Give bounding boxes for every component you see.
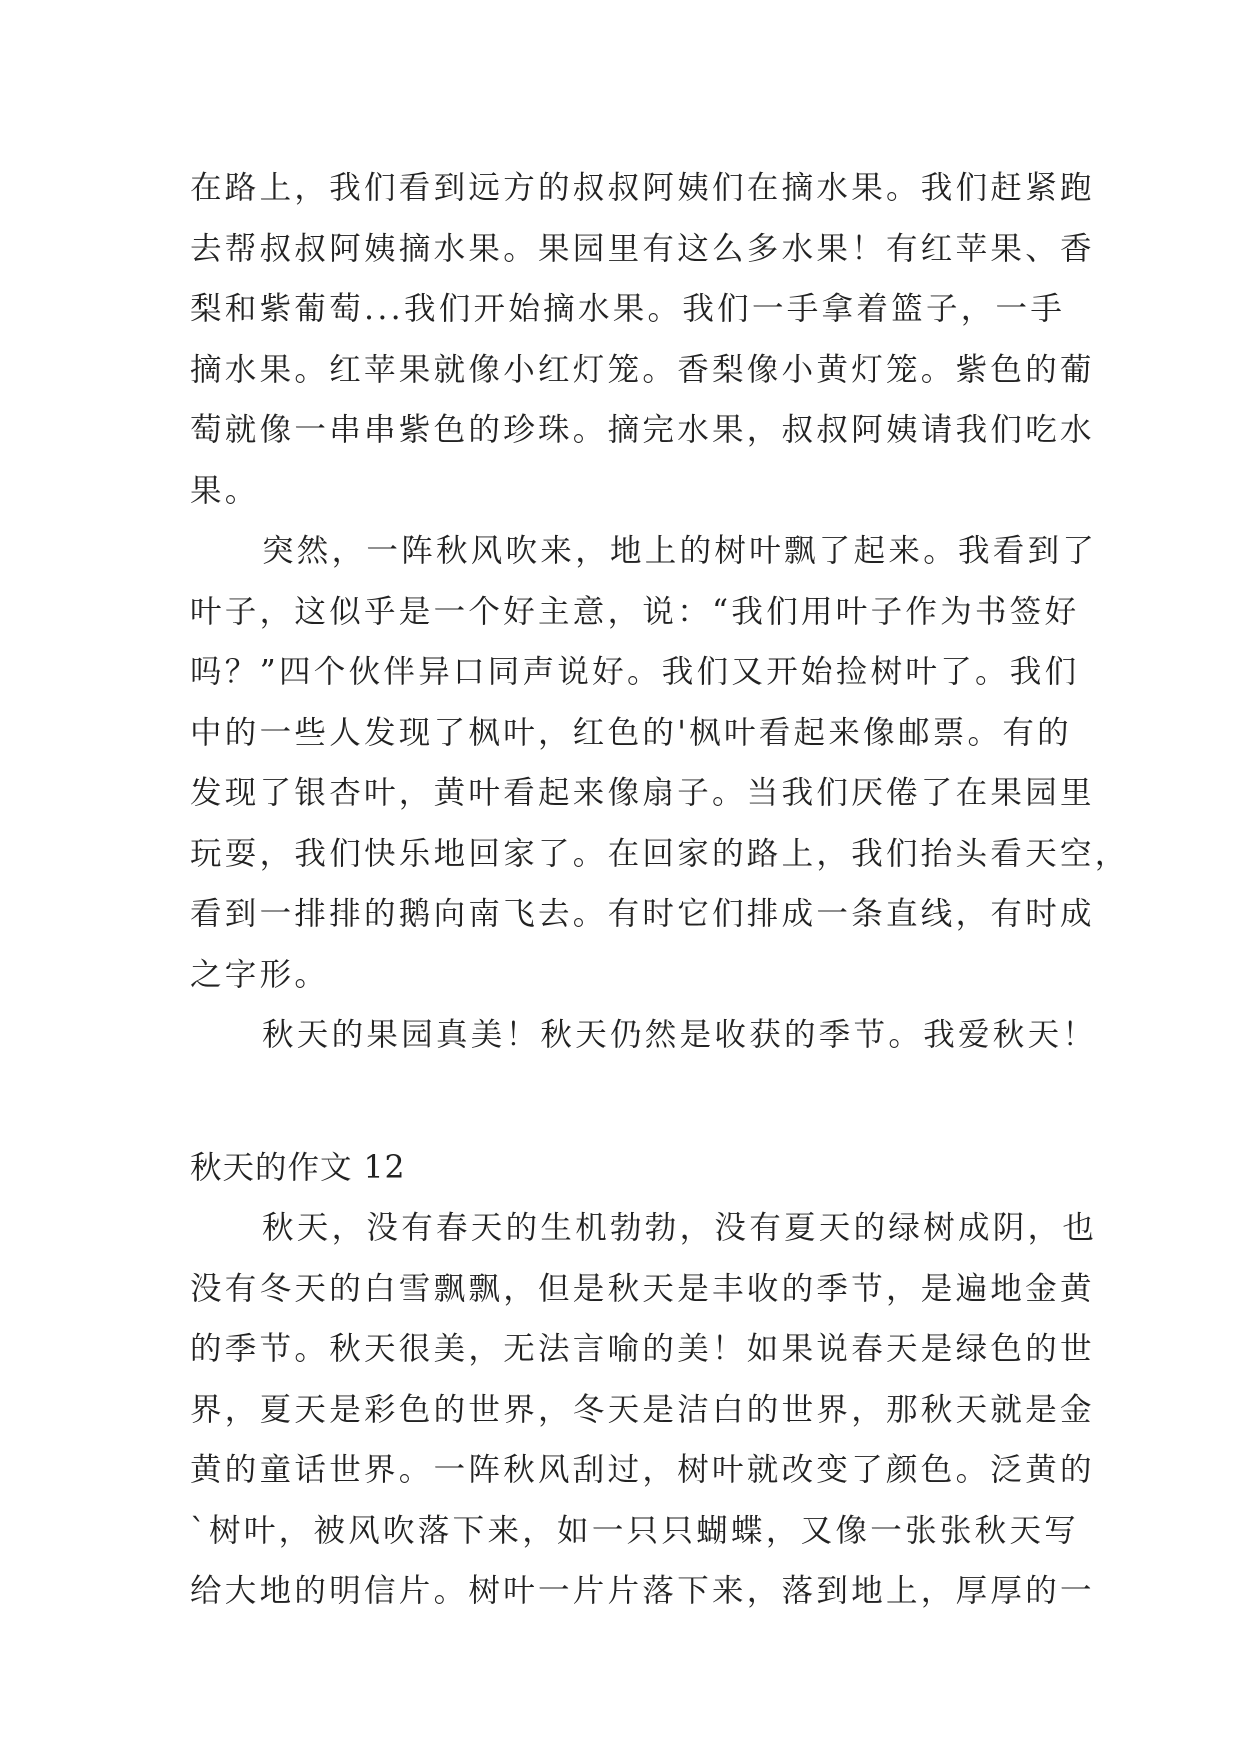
paragraph-conclusion <box>190 1005 1098 1066</box>
text-line: 发现了银杏叶，黄叶看起来像扇子。当我们厌倦了在果园里 <box>190 775 1095 811</box>
text-line: 去帮叔叔阿姨摘水果。果园里有这么多水果！有红苹果、香 <box>190 230 1095 267</box>
text-line: 玩耍，我们快乐地回家了。在回家的路上，我们抬头看天空， <box>190 835 1130 872</box>
text-line: 秋天，没有春天的生机勃勃，没有夏天的绿树成阴，也 <box>262 1210 1098 1246</box>
text-line: 中的一些人发现了枫叶，红色的'枫叶看起来像邮票。有的 <box>190 714 1072 751</box>
text-line: 在路上，我们看到远方的叔叔阿姨们在摘水果。我们赶紧跑 <box>190 170 1095 206</box>
text-line: 给大地的明信片。树叶一片片落下来，落到地上，厚厚的一 <box>190 1573 1095 1609</box>
text-line: 叶子，这似乎是一个好主意，说：“我们用叶子作为书签好 <box>190 593 1080 630</box>
text-line: 黄的童话世界。一阵秋风刮过，树叶就改变了颜色。泛黄的 <box>190 1452 1095 1488</box>
section-title: 秋天的作文 12 <box>190 1149 406 1186</box>
text-line: 看到一排排的鹅向南飞去。有时它们排成一条直线，有时成 <box>190 896 1095 932</box>
section-gap <box>190 1066 1052 1138</box>
text-line: `树叶，被风吹落下来，如一只只蝴蝶，又像一张张秋天写 <box>190 1512 1080 1549</box>
paragraph-autumn-essay <box>190 1198 1098 1622</box>
text-line: 萄就像一串串紫色的珍珠。摘完水果，叔叔阿姨请我们吃水 <box>190 412 1095 448</box>
paragraph-leaves <box>190 521 1130 1005</box>
text-line: 没有冬天的白雪飘飘，但是秋天是丰收的季节，是遍地金黄 <box>190 1270 1095 1307</box>
text-line: 的季节。秋天很美，无法言喻的美！如果说春天是绿色的世 <box>190 1331 1095 1367</box>
text-line: 摘水果。红苹果就像小红灯笼。香梨像小黄灯笼。紫色的葡 <box>190 351 1095 388</box>
document-page <box>190 158 1130 1622</box>
text-line: 突然，一阵秋风吹来，地上的树叶飘了起来。我看到了 <box>262 533 1098 569</box>
text-line: 秋天的果园真美！秋天仍然是收获的季节。我爱秋天！ <box>262 1017 1098 1053</box>
text-line: 界，夏天是彩色的世界，冬天是洁白的世界，那秋天就是金 <box>190 1391 1095 1428</box>
text-line: 果。 <box>190 472 260 509</box>
text-line: 吗？”四个伙伴异口同声说好。我们又开始捡树叶了。我们 <box>190 654 1080 690</box>
text-line: 之字形。 <box>190 956 330 993</box>
paragraph-orchard <box>190 158 1095 521</box>
text-line: 梨和紫葡萄...我们开始摘水果。我们一手拿着篮子，一手 <box>190 291 1066 327</box>
